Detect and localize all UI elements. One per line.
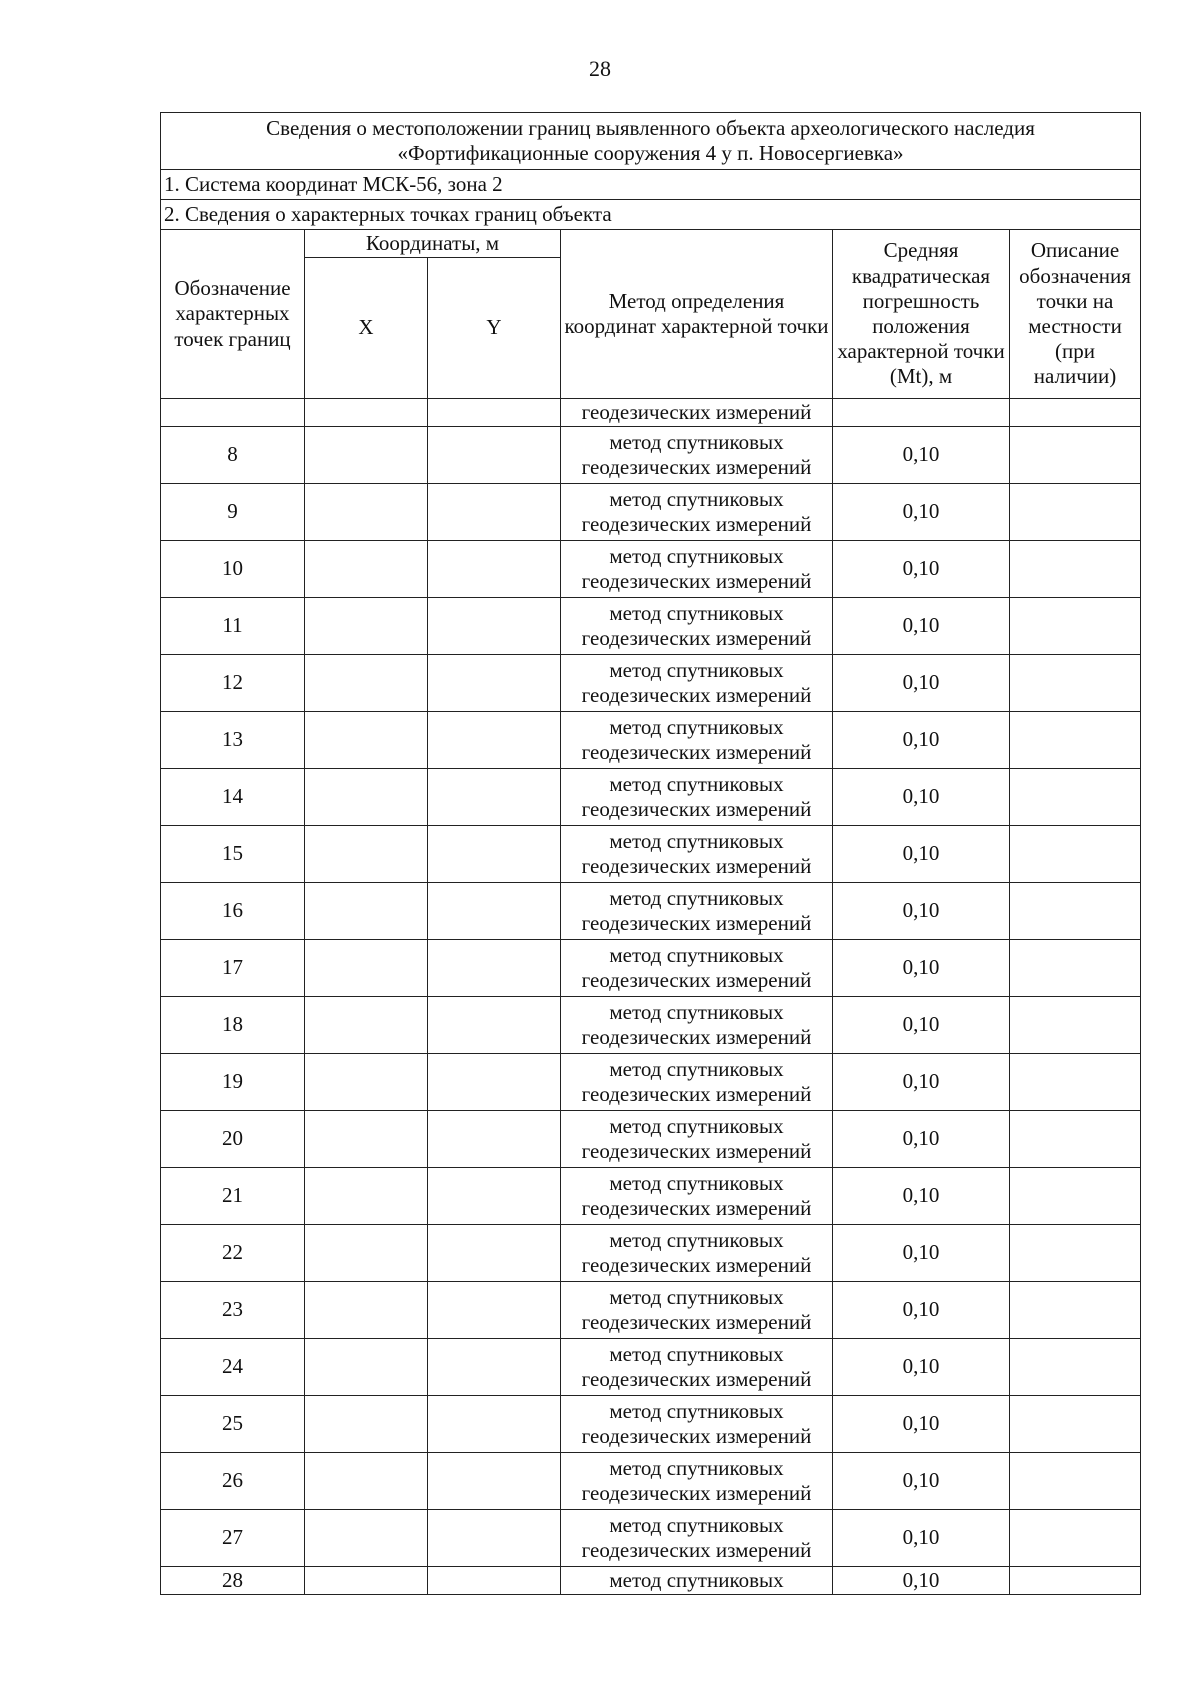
coord-x — [305, 1453, 428, 1510]
method-line-1: метод спутниковых — [609, 1284, 784, 1309]
point-number: 27 — [161, 1510, 305, 1567]
point-number: 17 — [161, 940, 305, 997]
method-line-2: геодезических измерений — [581, 1082, 812, 1106]
table-title — [161, 113, 1141, 170]
mean-error: 0,10 — [833, 1168, 1010, 1225]
method-line-2: геодезических измерений — [581, 1367, 812, 1391]
mean-error: 0,10 — [833, 427, 1010, 484]
point-description — [1010, 1111, 1141, 1168]
method — [561, 1282, 833, 1339]
coord-y — [428, 997, 561, 1054]
point-description — [1010, 484, 1141, 541]
coord-y — [428, 1168, 561, 1225]
coord-y — [428, 1396, 561, 1453]
point-number: 9 — [161, 484, 305, 541]
point-description — [1010, 427, 1141, 484]
header-description: Описание обозначения точки на местности (при наличии) — [1010, 230, 1141, 399]
method-line-2: геодезических измерений — [581, 911, 812, 935]
coord-y — [428, 541, 561, 598]
method-line-2: геодезических измерений — [581, 797, 812, 821]
coord-x — [305, 427, 428, 484]
mean-error: 0,10 — [833, 484, 1010, 541]
method — [561, 826, 833, 883]
coord-x — [305, 769, 428, 826]
point-description — [1010, 541, 1141, 598]
method-line-1: метод спутниковых — [609, 714, 784, 739]
point-description — [1010, 712, 1141, 769]
point-description — [1010, 997, 1141, 1054]
method-line-2: геодезических измерений — [581, 1196, 812, 1220]
method-line-1: метод спутниковых — [609, 1113, 784, 1138]
coord-system-row — [161, 170, 1141, 200]
coord-y — [428, 655, 561, 712]
method-line-1: метод спутниковых — [609, 1227, 784, 1252]
method — [561, 1111, 833, 1168]
coord-x — [305, 1282, 428, 1339]
coord-x — [305, 883, 428, 940]
table-row — [161, 1225, 1141, 1282]
method-line-1: метод спутниковых — [609, 657, 784, 682]
coord-y — [428, 712, 561, 769]
method-line-1: метод спутниковых — [609, 600, 784, 625]
coord-x — [305, 1225, 428, 1282]
point-number: 18 — [161, 997, 305, 1054]
coord-y — [428, 883, 561, 940]
mean-error: 0,10 — [833, 1339, 1010, 1396]
title-row — [161, 113, 1141, 170]
coord-y — [428, 1054, 561, 1111]
table-row — [161, 940, 1141, 997]
method-line-2: геодезических измерений — [581, 1424, 812, 1448]
point-number: 23 — [161, 1282, 305, 1339]
point-description — [1010, 1339, 1141, 1396]
table-row — [161, 1339, 1141, 1396]
method — [561, 940, 833, 997]
table-row — [161, 769, 1141, 826]
coord-x — [305, 655, 428, 712]
cont-description — [1010, 399, 1141, 427]
coord-x — [305, 1054, 428, 1111]
mean-error: 0,10 — [833, 1111, 1010, 1168]
point-number: 14 — [161, 769, 305, 826]
method-line-1: метод спутниковых — [609, 942, 784, 967]
method — [561, 427, 833, 484]
method-line-1: метод спутниковых — [609, 771, 784, 796]
header-row-top — [161, 230, 1141, 258]
coord-x — [305, 1339, 428, 1396]
table-row — [161, 1453, 1141, 1510]
header-coordinates: Координаты, м — [305, 230, 561, 258]
mean-error: 0,10 — [833, 997, 1010, 1054]
table-row — [161, 1168, 1141, 1225]
mean-error: 0,10 — [833, 1453, 1010, 1510]
table-row — [161, 541, 1141, 598]
table-row — [161, 883, 1141, 940]
method-line-2: геодезических измерений — [581, 1253, 812, 1277]
table-body — [161, 113, 1141, 1595]
coord-y — [428, 484, 561, 541]
title-line-1: Сведения о местоположении границ выявленного объекта археологического наследия — [266, 115, 1035, 140]
method — [561, 541, 833, 598]
table-row — [161, 1054, 1141, 1111]
point-description — [1010, 598, 1141, 655]
table-row — [161, 997, 1141, 1054]
point-number: 12 — [161, 655, 305, 712]
method-line-2: геодезических измерений — [581, 683, 812, 707]
method-line-1: метод спутниковых — [609, 1398, 784, 1423]
point-description — [1010, 1396, 1141, 1453]
point-number: 11 — [161, 598, 305, 655]
mean-error: 0,10 — [833, 1054, 1010, 1111]
cont-y — [428, 399, 561, 427]
method-line-2: геодезических измерений — [581, 740, 812, 764]
method — [561, 997, 833, 1054]
method-line-1: метод спутниковых — [609, 429, 784, 454]
point-number: 13 — [161, 712, 305, 769]
method-line-1: метод спутниковых — [609, 486, 784, 511]
table-row — [161, 826, 1141, 883]
table-row-last — [161, 1567, 1141, 1595]
coord-x — [305, 1111, 428, 1168]
mean-error: 0,10 — [833, 769, 1010, 826]
method-line-1: метод спутниковых — [609, 1341, 784, 1366]
point-description — [1010, 1510, 1141, 1567]
mean-error: 0,10 — [833, 1282, 1010, 1339]
point-description — [1010, 940, 1141, 997]
point-description — [1010, 1225, 1141, 1282]
point-description — [1010, 769, 1141, 826]
table-row — [161, 1282, 1141, 1339]
method — [561, 598, 833, 655]
method — [561, 1453, 833, 1510]
coord-x — [305, 826, 428, 883]
boundary-points-table — [160, 112, 1141, 1595]
point-number: 8 — [161, 427, 305, 484]
coord-y — [428, 1282, 561, 1339]
method — [561, 1396, 833, 1453]
method-line-1: метод спутниковых — [609, 999, 784, 1024]
points-heading: 2. Сведения о характерных точках границ объекта — [161, 200, 1141, 230]
coord-x — [305, 541, 428, 598]
method-line-2: геодезических измерений — [581, 1139, 812, 1163]
point-description — [1010, 1168, 1141, 1225]
method — [561, 1054, 833, 1111]
method-line-2: геодезических измерений — [581, 569, 812, 593]
point-description — [1010, 826, 1141, 883]
coord-x — [305, 598, 428, 655]
mean-error: 0,10 — [833, 883, 1010, 940]
cont-point — [161, 399, 305, 427]
point-number: 16 — [161, 883, 305, 940]
method — [561, 1339, 833, 1396]
mean-error: 0,10 — [833, 541, 1010, 598]
header-method: Метод определения координат характерной точки — [561, 230, 833, 399]
coord-x — [305, 1567, 428, 1595]
coord-y — [428, 826, 561, 883]
point-number: 24 — [161, 1339, 305, 1396]
point-number: 26 — [161, 1453, 305, 1510]
table-row — [161, 1111, 1141, 1168]
point-description — [1010, 1453, 1141, 1510]
method-line-2: геодезических измерений — [581, 1481, 812, 1505]
header-point-designation: Обозначение характерных точек границ — [161, 230, 305, 399]
point-number: 25 — [161, 1396, 305, 1453]
method-line-2: геодезических измерений — [581, 968, 812, 992]
coord-x — [305, 484, 428, 541]
points-heading-row — [161, 200, 1141, 230]
page-number: 28 — [589, 56, 611, 81]
coord-x — [305, 997, 428, 1054]
method — [561, 1225, 833, 1282]
table-row — [161, 655, 1141, 712]
header-x: X — [305, 258, 428, 399]
header-error: Средняя квадратическая погрешность положения характерной точки (Mt), м — [833, 230, 1010, 399]
method-line-2: геодезических измерений — [581, 512, 812, 536]
point-description — [1010, 1567, 1141, 1595]
coord-y — [428, 769, 561, 826]
coord-y — [428, 1225, 561, 1282]
method-line-1: метод спутниковых — [609, 1455, 784, 1480]
method-line-1: метод спутниковых — [609, 1512, 784, 1537]
table-row — [161, 598, 1141, 655]
mean-error: 0,10 — [833, 598, 1010, 655]
cont-error — [833, 399, 1010, 427]
coord-y — [428, 1111, 561, 1168]
method — [561, 883, 833, 940]
coord-y — [428, 1567, 561, 1595]
mean-error: 0,10 — [833, 1510, 1010, 1567]
table-row — [161, 712, 1141, 769]
coord-x — [305, 1510, 428, 1567]
method-line-2: геодезических измерений — [581, 854, 812, 878]
coord-y — [428, 1453, 561, 1510]
method — [561, 484, 833, 541]
cont-method: геодезических измерений — [561, 399, 833, 427]
method-line-2: геодезических измерений — [581, 1025, 812, 1049]
coord-x — [305, 1168, 428, 1225]
method-line-1: метод спутниковых — [609, 885, 784, 910]
coord-y — [428, 1510, 561, 1567]
method: метод спутниковых — [561, 1567, 833, 1595]
coord-x — [305, 712, 428, 769]
point-description — [1010, 1054, 1141, 1111]
point-number: 15 — [161, 826, 305, 883]
point-number: 28 — [161, 1567, 305, 1595]
method — [561, 1510, 833, 1567]
method-line-1: метод спутниковых — [609, 543, 784, 568]
method-line-2: геодезических измерений — [581, 1538, 812, 1562]
mean-error: 0,10 — [833, 1396, 1010, 1453]
table-row — [161, 484, 1141, 541]
method — [561, 1168, 833, 1225]
point-number: 10 — [161, 541, 305, 598]
coord-x — [305, 940, 428, 997]
coord-y — [428, 940, 561, 997]
method — [561, 769, 833, 826]
method-line-2: геодезических измерений — [581, 1310, 812, 1334]
mean-error: 0,10 — [833, 712, 1010, 769]
point-description — [1010, 655, 1141, 712]
point-description — [1010, 883, 1141, 940]
point-number: 21 — [161, 1168, 305, 1225]
coord-x — [305, 1396, 428, 1453]
mean-error: 0,10 — [833, 1225, 1010, 1282]
header-y: Y — [428, 258, 561, 399]
point-number: 19 — [161, 1054, 305, 1111]
method-line-1: метод спутниковых — [609, 1170, 784, 1195]
method-line-1: метод спутниковых — [609, 828, 784, 853]
coord-y — [428, 427, 561, 484]
point-number: 20 — [161, 1111, 305, 1168]
point-description — [1010, 1282, 1141, 1339]
table-row — [161, 1510, 1141, 1567]
mean-error: 0,10 — [833, 655, 1010, 712]
method-line-2: геодезических измерений — [581, 626, 812, 650]
method-line-1: метод спутниковых — [609, 1056, 784, 1081]
table-row — [161, 427, 1141, 484]
method — [561, 712, 833, 769]
method-line-2: геодезических измерений — [581, 455, 812, 479]
title-line-2: «Фортификационные сооружения 4 у п. Новосергиевка» — [397, 141, 904, 165]
mean-error: 0,10 — [833, 940, 1010, 997]
coord-y — [428, 1339, 561, 1396]
continuation-row — [161, 399, 1141, 427]
mean-error: 0,10 — [833, 826, 1010, 883]
mean-error: 0,10 — [833, 1567, 1010, 1595]
coord-y — [428, 598, 561, 655]
table-row — [161, 1396, 1141, 1453]
cont-x — [305, 399, 428, 427]
method — [561, 655, 833, 712]
coord-system: 1. Система координат МСК-56, зона 2 — [161, 170, 1141, 200]
point-number: 22 — [161, 1225, 305, 1282]
